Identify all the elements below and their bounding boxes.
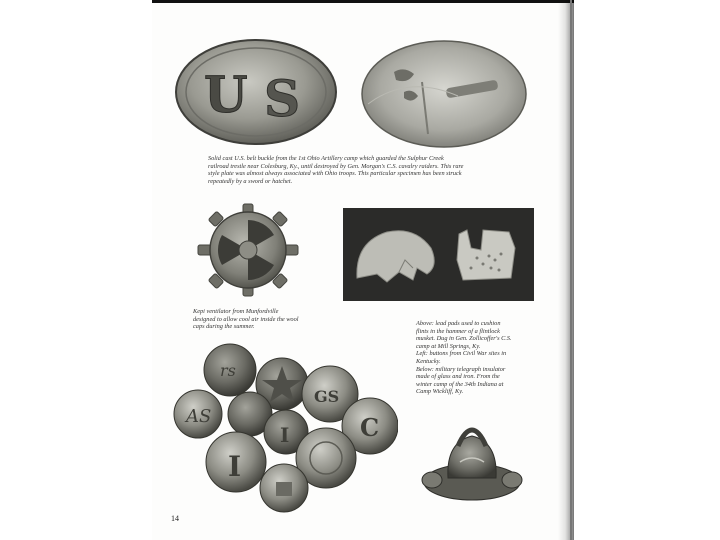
caption-line: winter camp of the 34th Indiana at bbox=[416, 380, 504, 388]
svg-text:C: C bbox=[360, 413, 380, 442]
page-number: 14 bbox=[171, 514, 179, 523]
caption-line: Solid cast U.S. belt buckle from the 1st Ohio Artillery camp which guarded the Sulphur Creek bbox=[208, 155, 444, 162]
kepi-ventilator-caption bbox=[193, 308, 298, 331]
caption-line: Below: military telegraph insulator bbox=[416, 365, 506, 373]
svg-text:GS: GS bbox=[314, 387, 340, 406]
belt-buckle-photo bbox=[172, 34, 534, 152]
svg-text:I: I bbox=[228, 450, 242, 483]
caption-line: Left: buttons from Civil War sites in bbox=[416, 350, 507, 358]
caption-line: style plate was almost always associated with Ohio troops. This particular specimen has been struck bbox=[208, 170, 462, 178]
caption-line: designed to allow cool air inside the wool bbox=[193, 315, 299, 323]
caption-line: Kentucky. bbox=[416, 357, 441, 365]
kepi-ventilator-image bbox=[190, 200, 304, 300]
caption-line: Camp Wickliff, Ky. bbox=[416, 388, 464, 396]
caption-line: made of glass and iron. From the bbox=[416, 373, 500, 381]
kepi-ventilator-photo bbox=[190, 200, 304, 300]
caption-line: repeatedly by a sword or hatchet. bbox=[208, 177, 293, 185]
caption-line: Kepi ventilator from Munfordville bbox=[193, 308, 279, 315]
svg-text:U: U bbox=[204, 65, 248, 124]
caption-line: camp at Mill Springs, Ky. bbox=[416, 342, 481, 350]
svg-text:I: I bbox=[280, 423, 290, 447]
caption-line: musket. Dug in Gen. Zollicoffer's C.S. bbox=[416, 335, 512, 343]
caption-line: flints in the hammer of a flintlock bbox=[416, 327, 500, 335]
svg-text:AS: AS bbox=[186, 406, 212, 427]
telegraph-insulator-photo bbox=[418, 406, 526, 506]
caption-line: railroad trestle near Colesburg, Ky., until destroyed by Gen. Morgan's C.S. cavalry raiders. This rare bbox=[208, 162, 464, 170]
telegraph-insulator-image bbox=[418, 406, 526, 506]
caption-line: caps during the summer. bbox=[193, 323, 255, 331]
belt-buckle-image bbox=[172, 34, 534, 152]
lead-pads-photo bbox=[343, 208, 534, 301]
page-top-edge bbox=[152, 0, 574, 3]
belt-buckle-caption bbox=[208, 155, 463, 185]
buttons-image bbox=[172, 342, 398, 514]
binding-edge bbox=[570, 0, 572, 540]
buttons-photo bbox=[172, 342, 398, 514]
lead-pads-image bbox=[343, 208, 534, 301]
svg-text:rs: rs bbox=[220, 361, 236, 380]
svg-text:S: S bbox=[264, 69, 301, 128]
lead-pads-buttons-insulator-caption bbox=[416, 320, 512, 396]
caption-line: Above: lead pads used to cushion bbox=[416, 320, 501, 327]
